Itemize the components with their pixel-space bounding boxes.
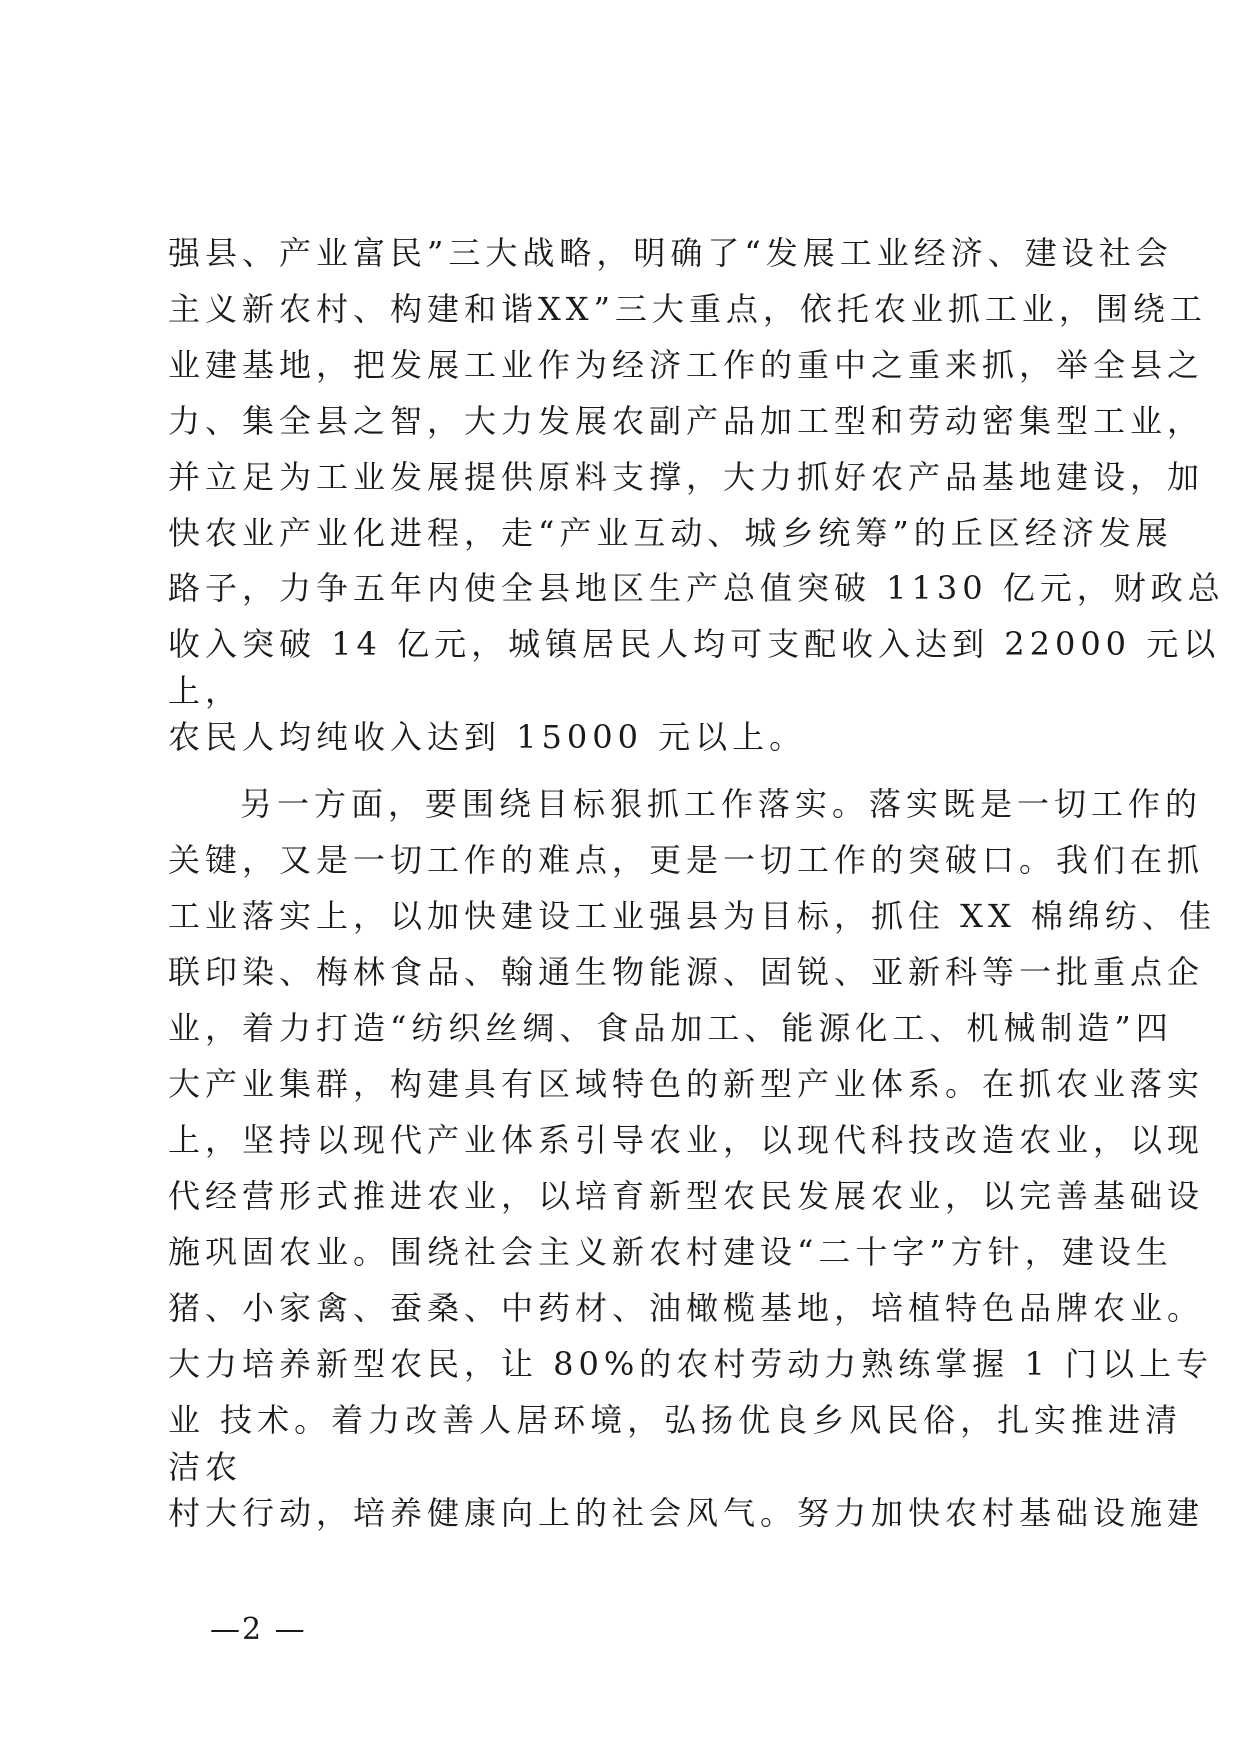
text-line: 大力培养新型农民，让 80%的农村劳动力熟练掌握 1 门以上专 xyxy=(168,1345,1214,1383)
text-line: 路子，力争五年内使全县地区生产总值突破 1130 亿元，财政总 xyxy=(168,569,1225,607)
text-line: 并立足为工业发展提供原料支撑，大力抓好农产品基地建设，加 xyxy=(168,458,1205,496)
text-line: 大产业集群，构建具有区域特色的新型产业体系。在抓农业落实 xyxy=(168,1065,1205,1103)
text-line: 主义新农村、构建和谐XX”三大重点，依托农业抓工业，围绕工 xyxy=(168,290,1207,328)
paragraph-start-line: 另一方面，要围绕目标狠抓工作落实。落实既是一切工作的 xyxy=(240,785,1203,823)
text-line: 农民人均纯收入达到 15000 元以上。 xyxy=(168,718,807,756)
text-line: 业建基地，把发展工业作为经济工作的重中之重来抓，举全县之 xyxy=(168,346,1205,384)
text-line: 强县、产业富民”三大战略，明确了“发展工业经济、建设社会 xyxy=(168,234,1173,272)
text-line: 村大行动，培养健康向上的社会风气。努力加快农村基础设施建 xyxy=(168,1494,1205,1532)
text-line: 力、集全县之智，大力发展农副产品加工型和劳动密集型工业， xyxy=(168,402,1205,440)
text-line: 业，着力打造“纺织丝绸、食品加工、能源化工、机械制造”四 xyxy=(168,1009,1173,1047)
text-line: 快农业产业化进程，走“产业互动、城乡统筹”的丘区经济发展 xyxy=(168,514,1173,552)
text-line: 关键，又是一切工作的难点，更是一切工作的突破口。我们在抓 xyxy=(168,841,1205,879)
text-line: 施巩固农业。围绕社会主义新农村建设“二十字”方针，建设生 xyxy=(168,1233,1173,1271)
text-line: 收入突破 14 亿元，城镇居民人均可支配收入达到 22000 元以 xyxy=(168,625,1221,663)
text-line: 联印染、梅林食品、翰通生物能源、固锐、亚新科等一批重点企 xyxy=(168,953,1205,991)
text-line: 洁农 xyxy=(168,1448,243,1486)
text-line: 工业落实上，以加快建设工业强县为目标，抓住 XX 棉绵纺、佳 xyxy=(168,897,1216,935)
text-line: 猪、小家禽、蚕桑、中药材、油橄榄基地，培植特色品牌农业。 xyxy=(168,1289,1205,1327)
page-number: —2 — xyxy=(210,1612,307,1647)
text-line: 代经营形式推进农业，以培育新型农民发展农业，以完善基础设 xyxy=(168,1177,1205,1215)
text-line: 上， xyxy=(168,672,243,710)
text-line: 业 技术。着力改善人居环境，弘扬优良乡风民俗，扎实推进清 xyxy=(168,1401,1183,1439)
text-line: 上，坚持以现代产业体系引导农业，以现代科技改造农业，以现 xyxy=(168,1121,1205,1159)
